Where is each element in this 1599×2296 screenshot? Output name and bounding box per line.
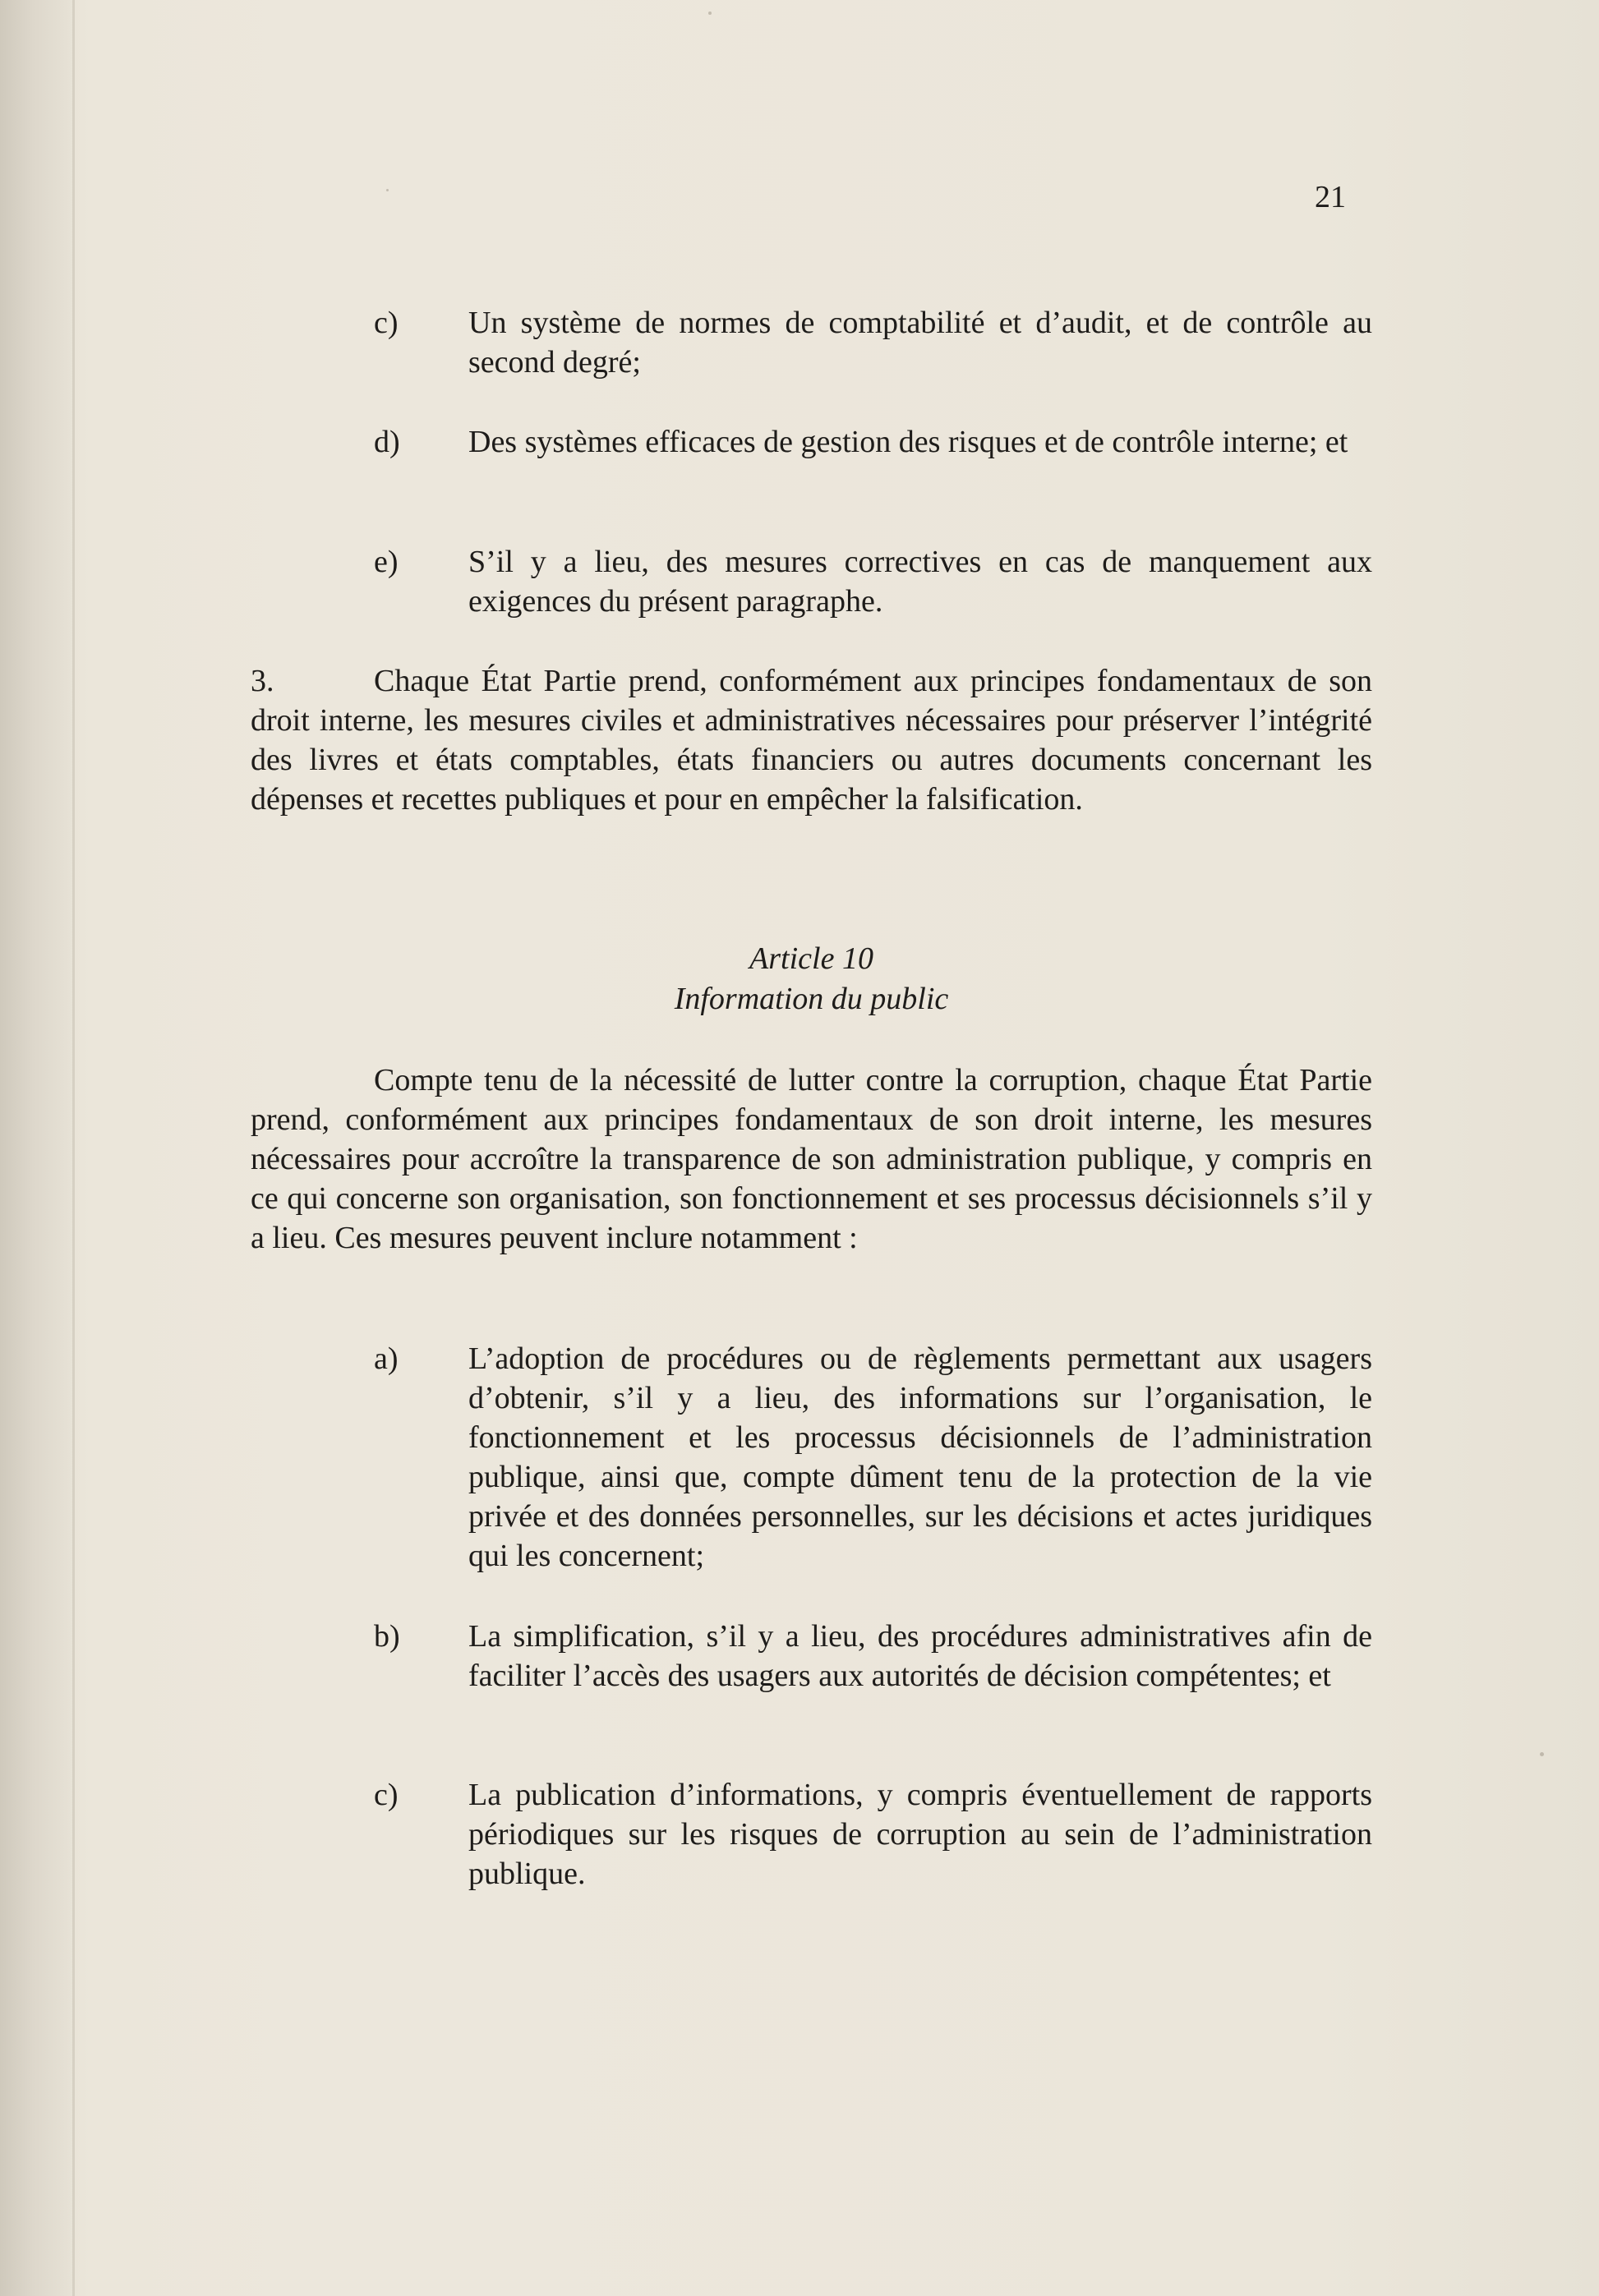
list-item-text: Un système de normes de comptabilité et d’audit, et de contrôle au second degré; — [468, 306, 1372, 380]
article-heading — [251, 939, 1372, 1019]
list-item-b — [374, 1617, 1372, 1696]
ink-speck — [1540, 1752, 1544, 1756]
list-item-d — [374, 422, 1372, 462]
binding-line — [72, 0, 75, 2296]
list-marker: a) — [374, 1341, 399, 1376]
list-item-text: L’adoption de procédures ou de règlements permettant aux usagers d’obtenir, s’il y a lieu, des informations sur l’organisation, le fonctionnement et les processus décisionnels de l’administration publique, ainsi que, compte dûment tenu de la protection de la vie privée et des données personnelles, sur les décisions et actes juridiques qui les concernent; — [468, 1341, 1372, 1573]
list-item-c-top — [374, 303, 1372, 382]
list-item-a — [374, 1339, 1372, 1576]
paragraph-number: 3. — [251, 664, 274, 698]
ink-speck — [386, 189, 389, 191]
list-item-text: La publication d’informations, y compris éventuellement de rapports périodiques sur les risques de corruption au sein de l’administration publique. — [468, 1778, 1372, 1891]
binding-shadow — [0, 0, 76, 2296]
list-marker: c) — [374, 306, 399, 340]
article-number: Article 10 — [749, 941, 873, 976]
list-marker: b) — [374, 1619, 400, 1654]
article-title: Information du public — [674, 982, 949, 1016]
list-item-text: Des systèmes efficaces de gestion des risques et de contrôle interne; et — [468, 425, 1348, 459]
list-marker: c) — [374, 1778, 399, 1812]
article-intro-paragraph: Compte tenu de la nécessité de lutter contre la corruption, chaque État Partie prend, conformément aux principes fondamentaux de son droit interne, les mesures nécessaires pour accroître la transparence de son administration publique, y compris en ce qui concerne son organisation, son fonctionnement et ses processus décisionnels s’il y a lieu. Ces mesures peuvent inclure notamment : — [251, 1063, 1372, 1255]
list-marker: e) — [374, 545, 399, 579]
ink-speck — [708, 12, 712, 15]
list-item-text: S’il y a lieu, des mesures correctives en cas de manquement aux exigences du présent paragraphe. — [468, 545, 1372, 619]
paragraph-text: Chaque État Partie prend, conformément aux principes fondamentaux de son droit interne, les mesures civiles et administratives nécessaires pour préserver l’intégrité des livres et états comptables, états financiers ou autres documents concernant les dépenses et recettes publiques et pour en empêcher la falsification. — [251, 664, 1372, 817]
list-item-text: La simplification, s’il y a lieu, des procédures administratives afin de faciliter l’accès des usagers aux autorités de décision compétentes; et — [468, 1619, 1372, 1693]
page-number: 21 — [1315, 180, 1346, 214]
list-item-e — [374, 542, 1372, 621]
paragraph-3 — [251, 661, 1372, 819]
list-marker: d) — [374, 425, 400, 459]
list-item-c-article — [374, 1775, 1372, 1893]
